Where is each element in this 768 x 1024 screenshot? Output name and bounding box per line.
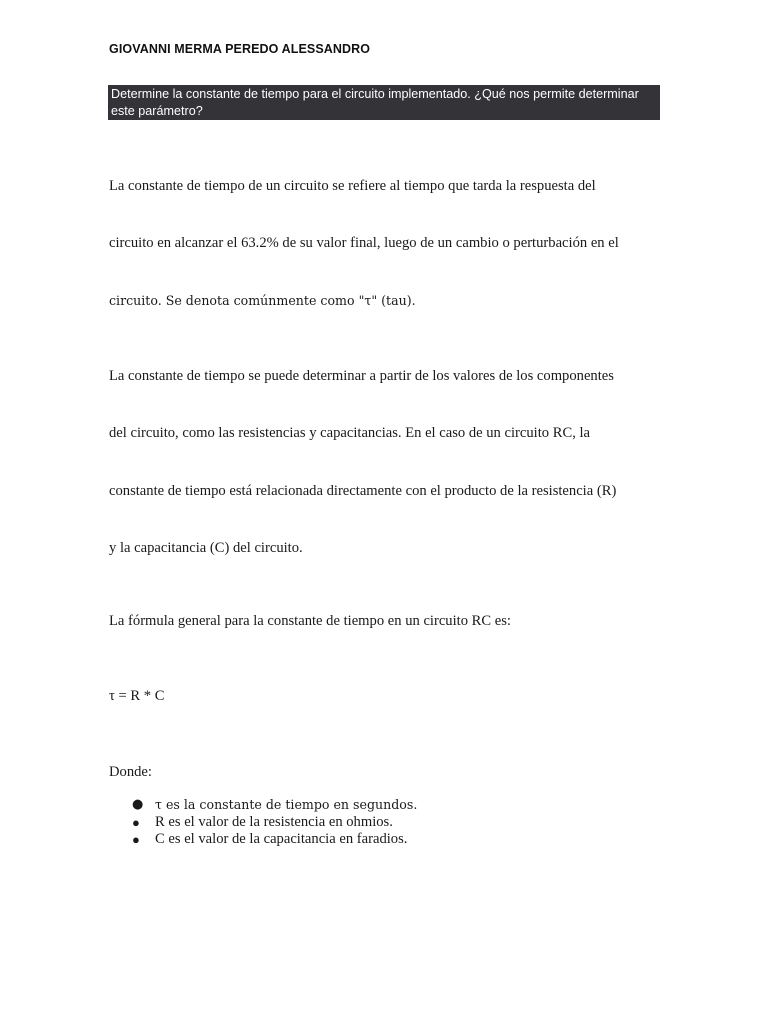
question-banner: Determine la constante de tiempo para el circuito implementado. ¿Qué nos permite determinar este parámetro? [108, 85, 660, 120]
author-name: GIOVANNI MERMA PEREDO ALESSANDRO [109, 42, 371, 56]
paragraph1-line1: La constante de tiempo de un circuito se refiere al tiempo que tarda la respuesta del [109, 178, 596, 194]
list-item [109, 831, 417, 849]
bullet-icon: ● [132, 797, 144, 812]
paragraph1-line3: circuito. Se denota comúnmente como "τ" (tau). [109, 293, 416, 308]
bullet-icon: ● [132, 832, 140, 847]
formula: τ = R * C [109, 688, 165, 704]
bullet-icon: ● [132, 814, 140, 830]
where-label: Donde: [109, 764, 152, 780]
list-item-text: τ es la constante de tiempo en segundos. [155, 797, 418, 812]
list-item [109, 796, 417, 814]
paragraph2-line2: del circuito, como las resistencias y capacitancias. En el caso de un circuito RC, la [109, 425, 591, 441]
list-item-text: R es el valor de la resistencia en ohmios. [155, 813, 393, 830]
definitions-list [109, 796, 417, 849]
paragraph1-line2: circuito en alcanzar el 63.2% de su valor final, luego de un cambio o perturbación en el [109, 235, 619, 251]
paragraph2-line1: La constante de tiempo se puede determinar a partir de los valores de los componentes [109, 368, 614, 384]
list-item-text: C es el valor de la capacitancia en faradios. [155, 831, 408, 847]
paragraph2-line4: y la capacitancia (C) del circuito. [109, 540, 303, 556]
paragraph2-line3: constante de tiempo está relacionada directamente con el producto de la resistencia (R) [109, 483, 617, 499]
list-item [109, 814, 417, 832]
formula-intro: La fórmula general para la constante de tiempo en un circuito RC es: [109, 613, 511, 629]
